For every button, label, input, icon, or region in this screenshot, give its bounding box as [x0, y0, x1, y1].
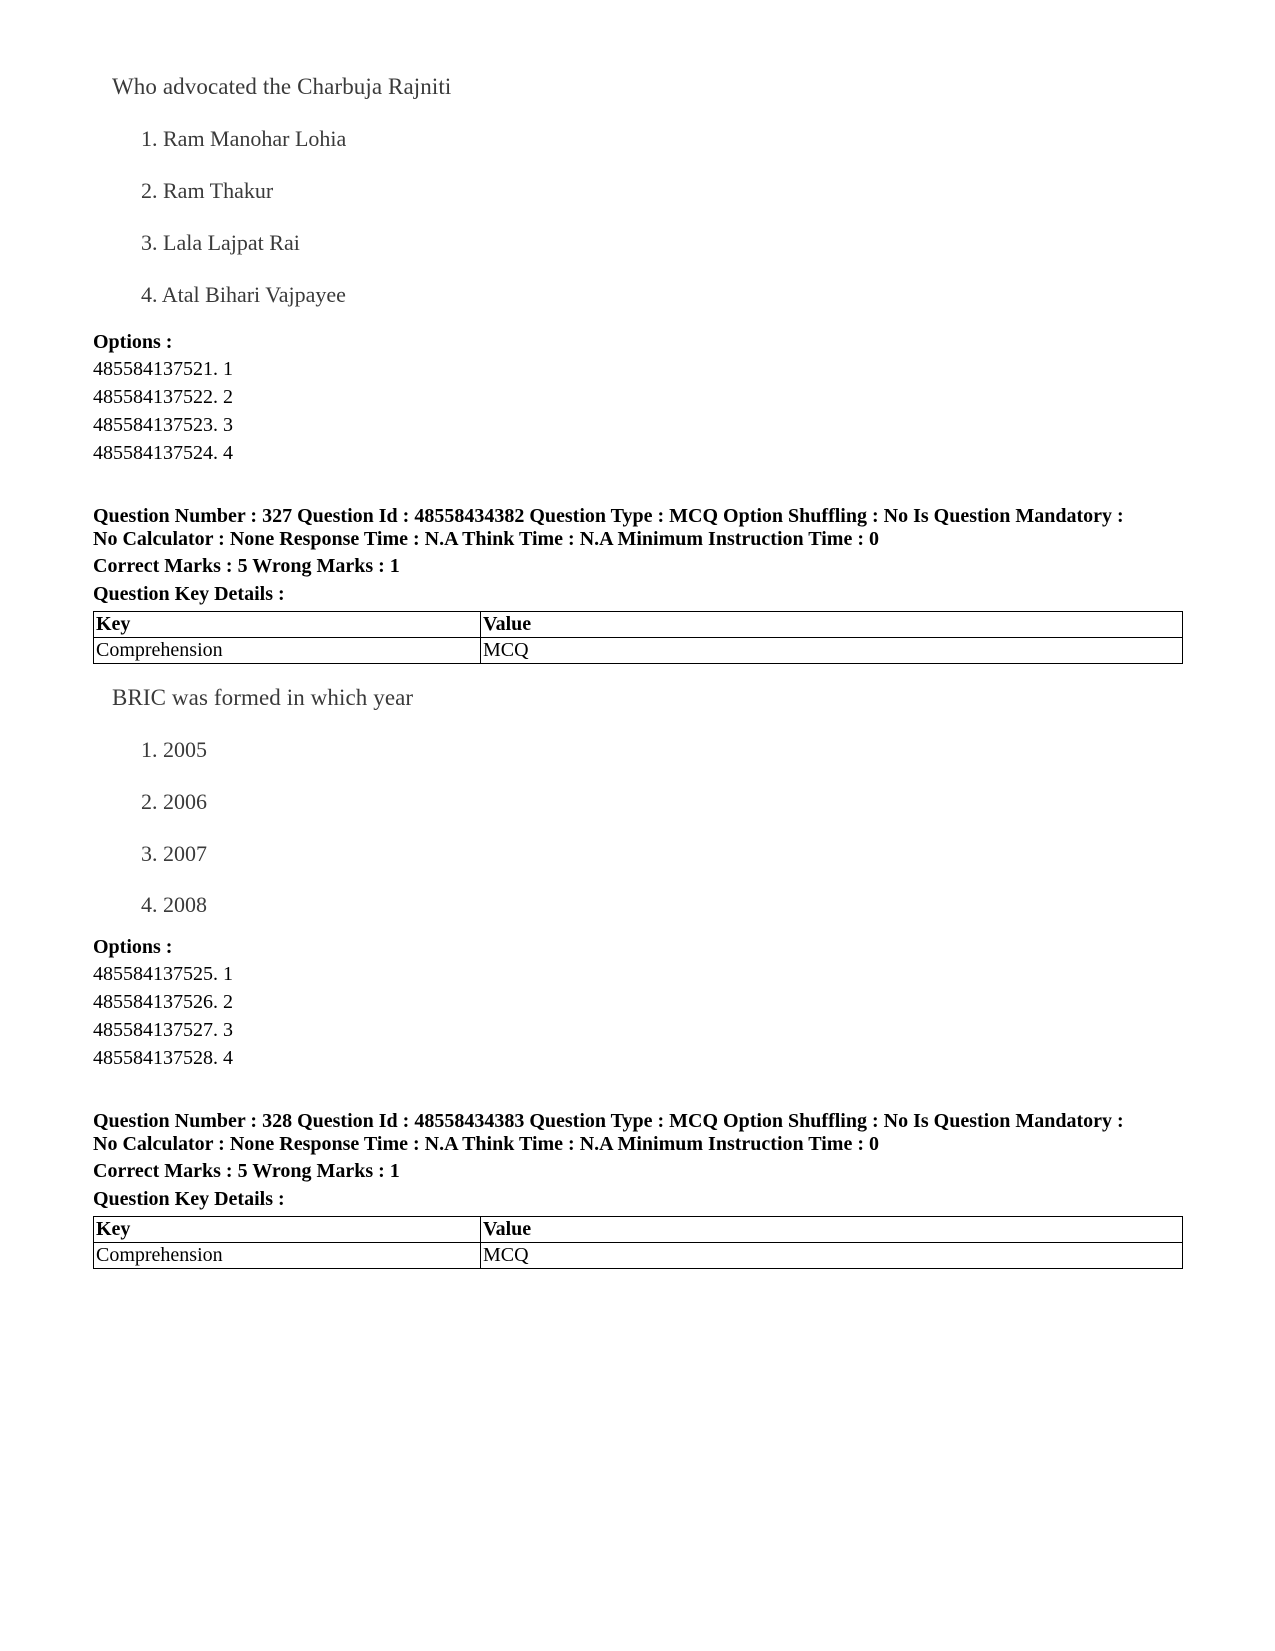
question-choice: 2. 2006 [141, 789, 207, 814]
options-label: Options : [93, 936, 173, 958]
question-meta: Question Number : 327 Question Id : 48558434382 Question Type : MCQ Option Shuffling : No Is Question Mandatory : [93, 505, 1124, 527]
question-choice: 2. Ram Thakur [141, 178, 274, 203]
option-item: 485584137521. 1 [93, 358, 233, 380]
option-item: 485584137526. 2 [93, 991, 233, 1013]
options-label: Options : [93, 331, 173, 353]
table-row [94, 1243, 1183, 1269]
question-choice: 3. Lala Lajpat Rai [141, 230, 300, 255]
question-meta: No Calculator : None Response Time : N.A Think Time : N.A Minimum Instruction Time : 0 [93, 1133, 879, 1155]
question-choice: 3. 2007 [141, 841, 207, 866]
question-marks: Correct Marks : 5 Wrong Marks : 1 [93, 555, 400, 577]
table-header-value: Value [481, 1217, 1183, 1243]
question-choice: 1. Ram Manohar Lohia [141, 126, 347, 151]
table-header-row [94, 612, 1183, 638]
table-header-value: Value [481, 612, 1183, 638]
question-marks: Correct Marks : 5 Wrong Marks : 1 [93, 1160, 400, 1182]
table-cell-value: MCQ [481, 1243, 1183, 1269]
table-cell-key: Comprehension [94, 638, 481, 664]
option-item: 485584137525. 1 [93, 963, 233, 985]
table-header-row [94, 1217, 1183, 1243]
option-item: 485584137527. 3 [93, 1019, 233, 1041]
option-item: 485584137522. 2 [93, 386, 233, 408]
question-choice: 1. 2005 [141, 737, 207, 762]
table-header-key: Key [94, 1217, 481, 1243]
question-meta: Question Number : 328 Question Id : 48558434383 Question Type : MCQ Option Shuffling : No Is Question Mandatory : [93, 1110, 1124, 1132]
question-stem: Who advocated the Charbuja Rajniti [112, 74, 452, 99]
key-details-table [93, 611, 1183, 664]
key-details-label: Question Key Details : [93, 583, 285, 605]
table-header-key: Key [94, 612, 481, 638]
question-choice: 4. 2008 [141, 892, 207, 917]
key-details-label: Question Key Details : [93, 1188, 285, 1210]
question-choice: 4. Atal Bihari Vajpayee [141, 282, 346, 307]
key-details-table [93, 1216, 1183, 1269]
option-item: 485584137524. 4 [93, 442, 233, 464]
option-item: 485584137528. 4 [93, 1047, 233, 1069]
option-item: 485584137523. 3 [93, 414, 233, 436]
table-row [94, 638, 1183, 664]
table-cell-key: Comprehension [94, 1243, 481, 1269]
table-cell-value: MCQ [481, 638, 1183, 664]
question-stem: BRIC was formed in which year [112, 685, 414, 710]
question-meta: No Calculator : None Response Time : N.A Think Time : N.A Minimum Instruction Time : 0 [93, 528, 879, 550]
